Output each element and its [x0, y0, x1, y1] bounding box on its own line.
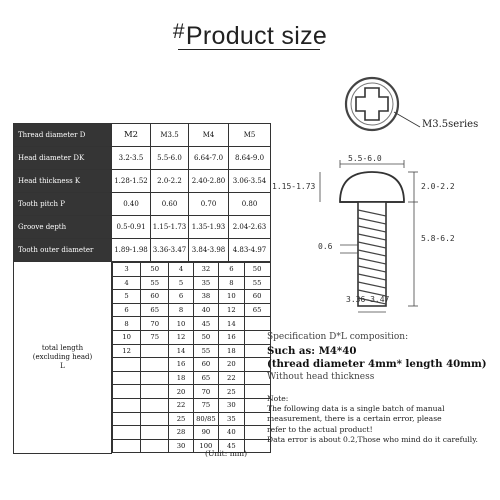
length-cell [113, 385, 141, 399]
length-row [113, 290, 271, 304]
length-cell: 38 [193, 290, 218, 304]
note-line: refer to the actual product! [267, 424, 373, 434]
length-cell: 65 [141, 303, 169, 317]
length-row [113, 371, 271, 385]
table-cell: 6.64-7.0 [189, 147, 229, 170]
dim-head-thickness: 2.0-2.2 [421, 182, 455, 191]
note-line: measurement, there is a certain error, please [267, 414, 442, 424]
length-cell: 50 [244, 263, 270, 277]
length-cell: 100 [193, 439, 218, 453]
length-cell: 55 [141, 276, 169, 290]
length-cell: 20 [219, 358, 245, 372]
screw-diagram [300, 60, 500, 320]
total-length-label-3: L [60, 361, 65, 370]
length-cell [141, 439, 169, 453]
length-cell: 14 [219, 317, 245, 331]
table-cell: 5.5-6.0 [151, 147, 189, 170]
length-row [113, 330, 271, 344]
length-cell: 35 [193, 276, 218, 290]
length-row [113, 344, 271, 358]
length-cell: 4 [113, 276, 141, 290]
table-cell: 2.0-2.2 [151, 170, 189, 193]
length-cell: 45 [193, 317, 218, 331]
total-length-label-1: total length [41, 343, 84, 352]
length-cell: 60 [141, 290, 169, 304]
spec-title: Specification D*L composition: [267, 332, 409, 342]
table-cell: 3.36-3.47 [151, 239, 189, 262]
length-cell: 40 [193, 303, 218, 317]
length-cell: 12 [113, 344, 141, 358]
length-cell [113, 358, 141, 372]
length-cell: 16 [169, 358, 193, 372]
length-cell: 10 [169, 317, 193, 331]
length-cell [141, 398, 169, 412]
spec-example-3: Without head thickness [267, 372, 375, 382]
table-cell: 0.40 [112, 193, 151, 216]
col-m4: M4 [189, 124, 229, 147]
length-cell: 8 [219, 276, 245, 290]
dim-head-diameter: 5.5-6.0 [348, 154, 382, 163]
length-cell: 50 [141, 263, 169, 277]
note-line: Note: [267, 394, 289, 403]
length-row [113, 398, 271, 412]
length-cell: 6 [219, 263, 245, 277]
table-cell: 3.84-3.98 [189, 239, 229, 262]
length-cell: 30 [219, 398, 245, 412]
table-cell: 3.2-3.5 [112, 147, 151, 170]
dim-outer-diameter: 3.36-3.47 [346, 295, 390, 304]
length-cell: 45 [219, 439, 245, 453]
table-cell: 4.83-4.97 [229, 239, 271, 262]
table-cell: 0.5-0.91 [112, 216, 151, 239]
note-block [267, 394, 478, 445]
length-cell: 3 [113, 263, 141, 277]
length-cell: 5 [113, 290, 141, 304]
length-row [113, 303, 271, 317]
length-cell [113, 398, 141, 412]
spec-example-2: (thread diameter 4mm* length 40mm) [267, 358, 487, 370]
table-row [14, 193, 271, 216]
length-cell: 18 [219, 344, 245, 358]
table-cell: 0.60 [151, 193, 189, 216]
length-cell: 14 [169, 344, 193, 358]
col-m5: M5 [229, 124, 271, 147]
table-cell: 0.70 [189, 193, 229, 216]
page-title [0, 20, 500, 51]
length-cell: 4 [169, 263, 193, 277]
length-cell [141, 426, 169, 440]
length-cell: 65 [244, 303, 270, 317]
unit-label: (Unit: mm) [205, 449, 248, 458]
length-cell: 6 [113, 303, 141, 317]
spec-table [13, 123, 271, 454]
length-cell: 40 [219, 426, 245, 440]
spec-example-1: Such as: M4*40 [267, 345, 357, 357]
table-row [14, 216, 271, 239]
table-cell: 2.04-2.63 [229, 216, 271, 239]
length-cell [244, 317, 270, 331]
length-cell: 5 [169, 276, 193, 290]
length-cell: 30 [169, 439, 193, 453]
length-cell [141, 412, 169, 426]
row-label: Tooth pitch P [14, 193, 112, 216]
title-hash: # [172, 20, 185, 43]
length-cell [113, 412, 141, 426]
dim-head-left: 1.15-1.73 [272, 182, 316, 191]
length-cell [113, 439, 141, 453]
length-cell: 12 [219, 303, 245, 317]
table-cell: 0.80 [229, 193, 271, 216]
table-row [14, 170, 271, 193]
table-header-row [14, 124, 271, 147]
length-cell [113, 426, 141, 440]
length-cell: 10 [219, 290, 245, 304]
row-label: Tooth outer diameter [14, 239, 112, 262]
length-cell [141, 371, 169, 385]
length-cell: 12 [169, 330, 193, 344]
length-cell: 20 [169, 385, 193, 399]
length-cell: 10 [113, 330, 141, 344]
length-cell: 8 [113, 317, 141, 331]
length-cell: 18 [169, 371, 193, 385]
length-row [113, 358, 271, 372]
length-cell [113, 371, 141, 385]
length-cell [141, 385, 169, 399]
length-cell: 50 [193, 330, 218, 344]
length-cell: 75 [193, 398, 218, 412]
length-cell: 65 [193, 371, 218, 385]
length-cell [141, 358, 169, 372]
length-cell: 8 [169, 303, 193, 317]
length-cell: 80/85 [193, 412, 218, 426]
col-m3-5: M3.5 [151, 124, 189, 147]
table-row [14, 239, 271, 262]
length-cell: 35 [219, 412, 245, 426]
title-underline [178, 49, 320, 50]
length-row [113, 385, 271, 399]
table-cell: 1.15-1.73 [151, 216, 189, 239]
table-row [14, 147, 271, 170]
length-cell: 22 [219, 371, 245, 385]
table-cell: 1.28-1.52 [112, 170, 151, 193]
col-m2: M2 [112, 124, 151, 147]
length-cell: 28 [169, 426, 193, 440]
table-cell: 2.40-2.80 [189, 170, 229, 193]
table-cell: 8.64-9.0 [229, 147, 271, 170]
note-line: Data error is about 0.2,Those who mind do it carefully. [267, 434, 478, 444]
length-cell: 75 [141, 330, 169, 344]
row-label: Groove depth [14, 216, 112, 239]
length-cell: 90 [193, 426, 218, 440]
title-text: Product size [185, 22, 328, 50]
row-label: Head diameter DK [14, 147, 112, 170]
table-cell: 3.06-3.54 [229, 170, 271, 193]
length-table [112, 262, 271, 453]
series-label: M3.5series [422, 119, 479, 130]
table-cell: 1.89-1.98 [112, 239, 151, 262]
length-row [113, 276, 271, 290]
length-row [113, 412, 271, 426]
header-label: Thread diameter D [14, 124, 112, 147]
length-row [113, 426, 271, 440]
dim-pitch: 0.6 [318, 242, 333, 251]
length-cell: 32 [193, 263, 218, 277]
total-length-label-2: (excluding head) [32, 352, 93, 361]
length-row [113, 263, 271, 277]
table-cell: 1.35-1.93 [189, 216, 229, 239]
dim-length: 5.8-6.2 [421, 234, 455, 243]
screw-top-view [346, 78, 420, 130]
length-cell: 16 [219, 330, 245, 344]
note-line: The following data is a single batch of manual [267, 404, 445, 414]
length-cell: 22 [169, 398, 193, 412]
length-cell: 70 [193, 385, 218, 399]
length-cell: 70 [141, 317, 169, 331]
length-cell: 25 [219, 385, 245, 399]
row-label: Head thickness K [14, 170, 112, 193]
screw-side-view [320, 160, 418, 312]
total-length-label [14, 262, 112, 454]
length-cell: 6 [169, 290, 193, 304]
length-cell: 60 [193, 358, 218, 372]
length-cell: 60 [244, 290, 270, 304]
length-cell: 25 [169, 412, 193, 426]
length-cell: 55 [244, 276, 270, 290]
length-cell: 55 [193, 344, 218, 358]
length-cell [141, 344, 169, 358]
length-row [113, 317, 271, 331]
